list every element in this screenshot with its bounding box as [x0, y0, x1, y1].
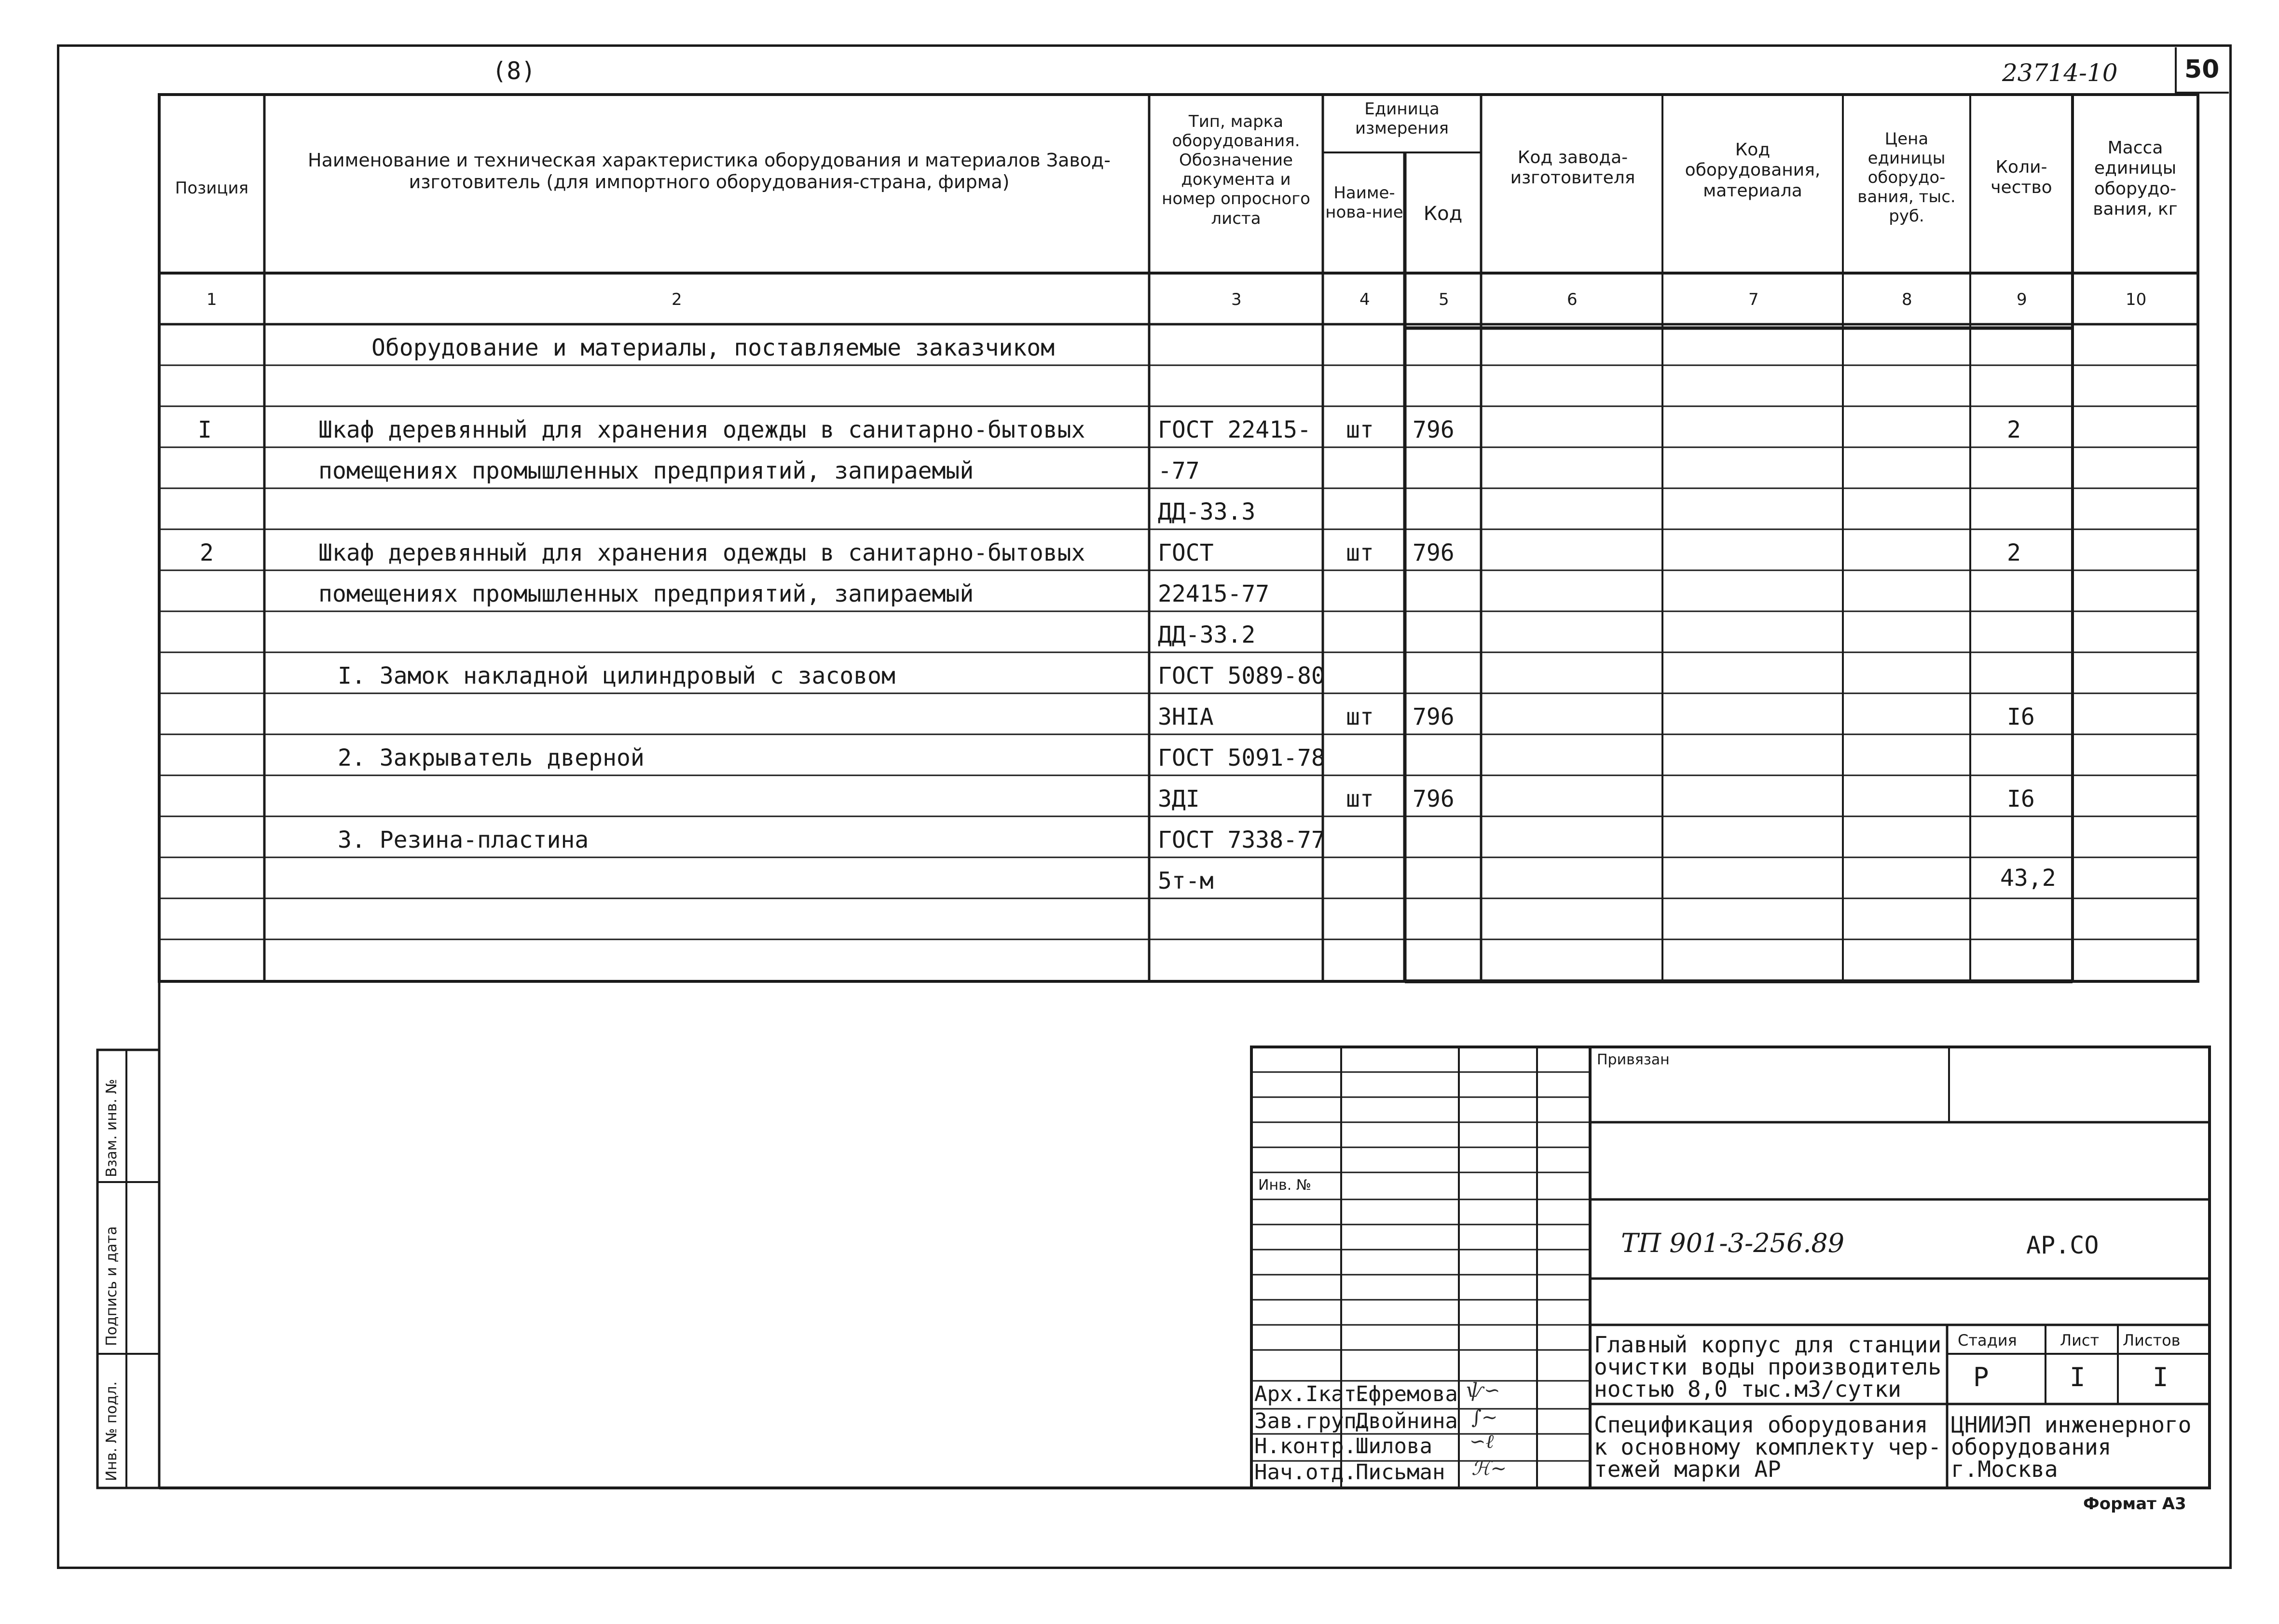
- row-unit-code: 796: [1413, 703, 1455, 730]
- col-number-10: 10: [2126, 290, 2147, 309]
- row-position: I: [198, 416, 212, 443]
- col-number-7: 7: [1748, 290, 1759, 309]
- page-number: 50: [2184, 55, 2220, 84]
- signature: ∽ℓ: [1469, 1431, 1494, 1453]
- row-quantity: 43,2: [2000, 865, 2056, 892]
- object-title-line: ностью 8,0 тыс.м3/сутки: [1594, 1376, 1901, 1402]
- object-title-line: Главный корпус для станции: [1594, 1332, 1942, 1358]
- document-code: ТП 901-3-256.89: [1621, 1228, 1845, 1258]
- header-unit-price: Цена единицы оборудо-вания, тыс. руб.: [1857, 129, 1956, 226]
- row-name: помещениях промышленных предприятий, запираемый: [318, 580, 974, 607]
- row-type-mark: ГОСТ 5089-80: [1158, 662, 1325, 689]
- col-number-6: 6: [1567, 290, 1578, 309]
- row-unit: шт: [1346, 416, 1374, 443]
- signature: ℋ∼: [1471, 1458, 1507, 1480]
- row-name: Шкаф деревянный для хранения одежды в санитарно-бытовых: [318, 416, 1085, 443]
- inv-no-label: Инв. №: [1258, 1177, 1312, 1194]
- row-unit: шт: [1346, 785, 1374, 812]
- row-unit-code: 796: [1413, 785, 1455, 812]
- row-quantity: 2: [2007, 539, 2021, 566]
- sheets-label: Листов: [2123, 1331, 2181, 1349]
- col-number-8: 8: [1902, 290, 1912, 309]
- row-type-mark: ЗНIА: [1158, 703, 1214, 730]
- doc-number-handwritten: 23714-10: [2002, 59, 2118, 87]
- privyazan-label: Привязан: [1597, 1051, 1670, 1068]
- row-unit-code: 796: [1413, 539, 1455, 566]
- signer-role: Нач.отд.: [1254, 1460, 1357, 1485]
- header-unit-code: Код: [1423, 203, 1463, 225]
- row-type-mark: ЗДI: [1158, 785, 1200, 812]
- row-name: Шкаф деревянный для хранения одежды в санитарно-бытовых: [318, 539, 1085, 566]
- header-type-mark: Тип, марка оборудования. Обозначение документа и номер опросного листа: [1162, 112, 1310, 228]
- row-name: помещениях промышленных предприятий, запираемый: [318, 457, 974, 484]
- col-number-1: 1: [206, 290, 217, 309]
- signer-role: Арх.Iкат.: [1254, 1382, 1370, 1406]
- stamp-podpis-data: Подпись и дата: [103, 1226, 120, 1346]
- sheets-value: I: [2153, 1362, 2169, 1392]
- col-number-3: 3: [1231, 290, 1242, 309]
- row-name: 2. Закрыватель дверной: [338, 744, 645, 771]
- document-mark: АР.СО: [2026, 1231, 2099, 1259]
- row-name: 3. Резина-пластина: [338, 826, 589, 853]
- header-unit-group: Единица измерения: [1355, 99, 1449, 138]
- section-title: Оборудование и материалы, поставляемые заказчиком: [371, 334, 1055, 361]
- row-type-mark: ГОСТ 5091-78: [1158, 744, 1325, 771]
- stamp-vzam-inv: Взам. инв. №: [103, 1079, 120, 1177]
- organization-line: г.Москва: [1951, 1456, 2058, 1482]
- header-unit-name: Наиме-нова-ние: [1325, 183, 1403, 222]
- doc-title-line: к основному комплекту чер-: [1594, 1434, 1942, 1460]
- row-quantity: 2: [2007, 416, 2021, 443]
- row-unit: шт: [1346, 539, 1374, 566]
- row-type-mark: 22415-77: [1158, 580, 1270, 607]
- row-type-mark: ГОСТ 22415-: [1158, 416, 1311, 443]
- col-number-5: 5: [1439, 290, 1449, 309]
- format-label: Формат А3: [2083, 1494, 2186, 1514]
- row-type-mark: -77: [1158, 457, 1200, 484]
- sheet-label: Лист: [2060, 1331, 2100, 1349]
- header-equipment-code: Код оборудования, материала: [1685, 140, 1821, 201]
- signer-name: Двойнина: [1356, 1409, 1458, 1433]
- signer-name: Шилова: [1356, 1434, 1432, 1459]
- top-left-note: (8): [492, 57, 536, 85]
- row-name: I. Замок накладной цилиндровый с засовом: [338, 662, 895, 689]
- row-type-mark: ГОСТ 7338-77: [1158, 826, 1325, 853]
- header-quantity: Коли-чество: [1991, 157, 2052, 198]
- signature: ѱ∽: [1467, 1379, 1500, 1402]
- object-title-line: очистки воды производитель: [1594, 1354, 1942, 1380]
- row-quantity: I6: [2007, 785, 2035, 812]
- signature: ∫∼: [1471, 1406, 1498, 1429]
- row-unit-code: 796: [1413, 416, 1455, 443]
- signer-role: Н.контр.: [1254, 1434, 1357, 1459]
- organization-line: оборудования: [1951, 1434, 2112, 1460]
- header-unit-mass: Масса единицы оборудо-вания, кг: [2093, 138, 2178, 220]
- doc-title-line: Спецификация оборудования: [1594, 1412, 1928, 1438]
- header-factory-code: Код завода-изготовителя: [1510, 148, 1635, 188]
- header-position: Позиция: [175, 179, 249, 198]
- sheet-value: I: [2070, 1362, 2086, 1392]
- doc-title-line: тежей марки АР: [1594, 1456, 1781, 1482]
- col-number-9: 9: [2017, 290, 2027, 309]
- signer-name: Ефремова: [1356, 1382, 1458, 1406]
- row-type-mark: ДД-33.2: [1158, 621, 1256, 648]
- stamp-inv-podl: Инв. № подл.: [103, 1381, 120, 1481]
- row-position: 2: [200, 539, 214, 566]
- signer-role: Зав.груп.: [1254, 1409, 1370, 1433]
- row-type-mark: 5т-м: [1158, 867, 1214, 895]
- col-number-4: 4: [1359, 290, 1370, 309]
- row-type-mark: ГОСТ: [1158, 539, 1214, 566]
- col-number-2: 2: [672, 290, 682, 309]
- stage-value: Р: [1973, 1362, 1989, 1392]
- row-unit: шт: [1346, 703, 1374, 730]
- row-type-mark: ДД-33.3: [1158, 498, 1256, 525]
- stage-label: Стадия: [1958, 1331, 2017, 1349]
- signer-name: Письман: [1356, 1460, 1445, 1485]
- organization-line: ЦНИИЭП инженерного: [1951, 1412, 2192, 1438]
- row-quantity: I6: [2007, 703, 2035, 730]
- header-name: Наименование и техническая характеристика оборудования и материалов Завод-изготовитель (для импортного оборудования-страна, фирма): [308, 150, 1111, 193]
